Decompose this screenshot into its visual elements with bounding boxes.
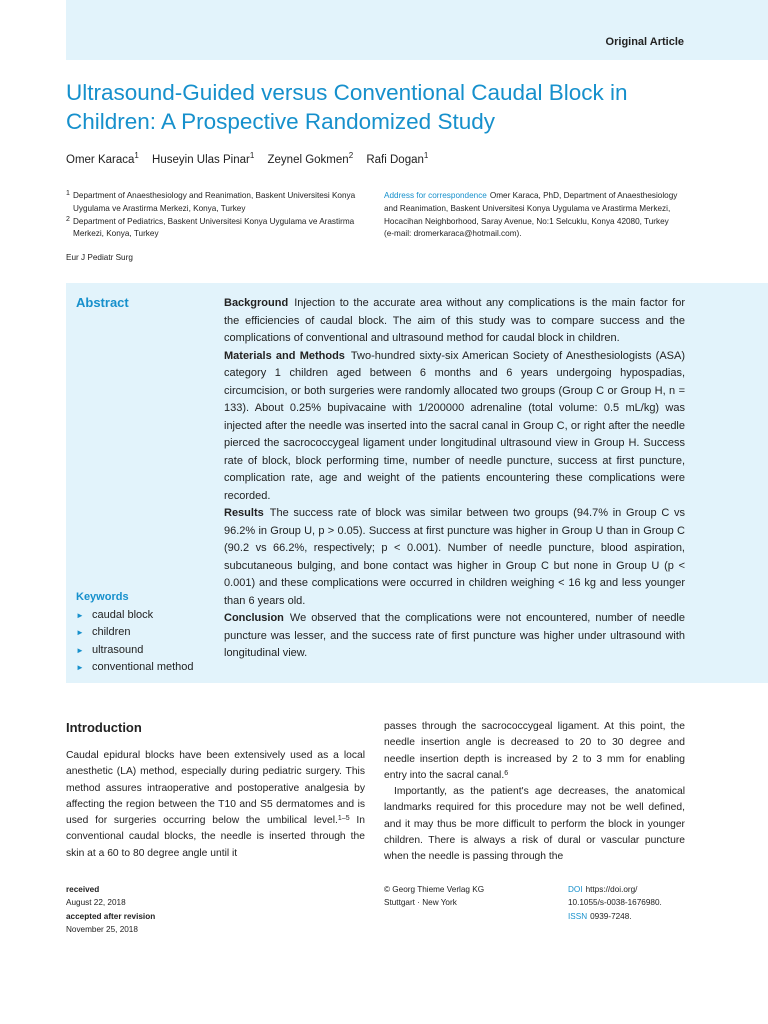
doi-issn [568,883,662,923]
correspondence-address: Omer Karaca, PhD, Department of Anaesthesiology and Reanimation, Baskent Universitesi Konya Uygulama ve Arastirma Merkezi, Hocacihan Neighborhood, Saray Avenue, No:1 Selcuklu, Konya 42080, Turkey [384,191,678,226]
doi-link[interactable]: 10.1055/s-0038-1676980. [568,898,662,908]
affiliation: 1 Department of Anaesthesiology and Reanimation, Baskent Universitesi Konya Uygulama ve Arastirma Merkezi, Konya, Turkey [66,190,356,213]
abstract-body [224,295,685,663]
correspondence [384,190,684,241]
issn-value: 0939-7248. [590,911,632,921]
article-type-label: Original Article [605,36,684,48]
keywords [76,589,194,677]
keyword-item: ► caudal block [76,607,194,625]
abstract-section-background: Background Injection to the accurate area without any complications is the main factor for the efficiencies of caudal block. The aim of this study was to compare success and the complications of conventional and ultrasound method for caudal block in children. [224,297,685,344]
author[interactable]: Zeynel Gokmen$^2$ [267,151,354,166]
keyword-item: ► ultrasound [76,642,194,660]
abstract-heading: Abstract [76,295,129,310]
article-title: Ultrasound-Guided versus Conventional Caudal Block in Children: A Prospective Randomized Study [66,80,628,134]
body-column-right [384,719,685,866]
introduction-paragraph: Caudal epidural blocks have been extensively used as a local anesthetic (LA) method, especially during pediatric surgery. This method assures intraoperative and postoperative analgesia by affecting the region between the T10 and S5 dermatomes and is used for surgeries occurring below the umbilical level.$^{1-5}$ In conventional caudal blocks, the needle is inserted through the skin at a 60 to 80 degree angle until it [66,750,365,859]
correspondence-email[interactable]: (e-mail: dromerkaraca@hotmail.com). [384,229,522,239]
header-band [66,0,768,60]
doi-label: DOI [568,885,583,894]
keyword-item: ► conventional method [76,659,194,677]
affiliations [66,190,366,241]
publisher-info: © Georg Thieme Verlag KG Stuttgart · New York [384,885,485,908]
author[interactable]: Rafi Dogan$^1$ [366,151,429,166]
author[interactable]: Huseyin Ulas Pinar$^1$ [152,151,255,166]
abstract-section-results: Results The success rate of block was similar between two groups (94.7% in Group C vs 96.2% in Group U, p > 0.05). Success at first puncture was higher in Group U than in Group C (90.2 vs 66.2%, respectively; p < 0.001). Number of needle puncture, blood aspiration, subcutaneous bulging, and bone contact was higher in Group C but none in Group U (p < 0.001) and these complications were occurred in children weighing < 16 kg and less younger than 6 years old. [224,507,685,607]
body-paragraph: Importantly, as the patient's age decreases, the anatomical landmarks required for this procedure may not be well defined, and it may thus be more difficult to perform the block in younger children. There is always a risk of dural or vascular puncture when the needle is passing through the [384,786,685,863]
introduction-heading: Introduction [66,720,142,735]
author-list [66,151,438,166]
article-history: received August 22, 2018 accepted after revision November 25, 2018 [66,885,156,934]
abstract-section-methods: Materials and Methods Two-hundred sixty-six American Society of Anesthesiologists (ASA) category 1 children aged between 6 months and 6 years undergoing hypospadias, circumcision, or both surgeries were randomly allocated two groups (Group C or Group H, n = 133). About 0.25% bupivacaine with 1/200000 adrenaline (total volume: 0.5 mL/kg) was injected after the needle was inserted into the sacral canal in Group C, or right after the needle pierced the sacrococcygeal ligament under longitudinal ultrasound view in Group H. Success rate of block, block performing time, number of needle puncture, success at first puncture, complication rate, age and weight of the patients encountering these complications were recorded. [224,349,686,502]
author[interactable]: Omer Karaca$^1$ [66,151,139,166]
keyword-item: ► children [76,624,194,642]
correspondence-label: Address for correspondence [384,191,487,200]
reference-citation[interactable]: 6 [504,769,509,777]
doi-link[interactable]: https://doi.org/ [585,885,638,894]
reference-citation[interactable]: 1–5 [337,815,350,823]
body-paragraph: passes through the sacrococcygeal ligament. At this point, the needle insertion angle is decreased to 20 to 30 degree and needle insertion depth is increased by 2 to 3 mm for enabling entry into the sacral canal.$^6$ [384,721,685,781]
keywords-title: Keywords [76,591,129,603]
body-column-left [66,720,365,862]
abstract-section-conclusion: Conclusion We observed that the complications were not encountered, number of needle puncture was lesser, and the success rate of first puncture was higher under ultrasound with longitudinal view. [224,612,685,659]
journal-name: Eur J Pediatr Surg [66,253,133,262]
affiliation: 2 Department of Pediatrics, Baskent Universitesi Konya Uygulama ve Arastirma Merkezi, Konya, Turkey [66,215,355,239]
issn-label: ISSN [568,911,588,921]
